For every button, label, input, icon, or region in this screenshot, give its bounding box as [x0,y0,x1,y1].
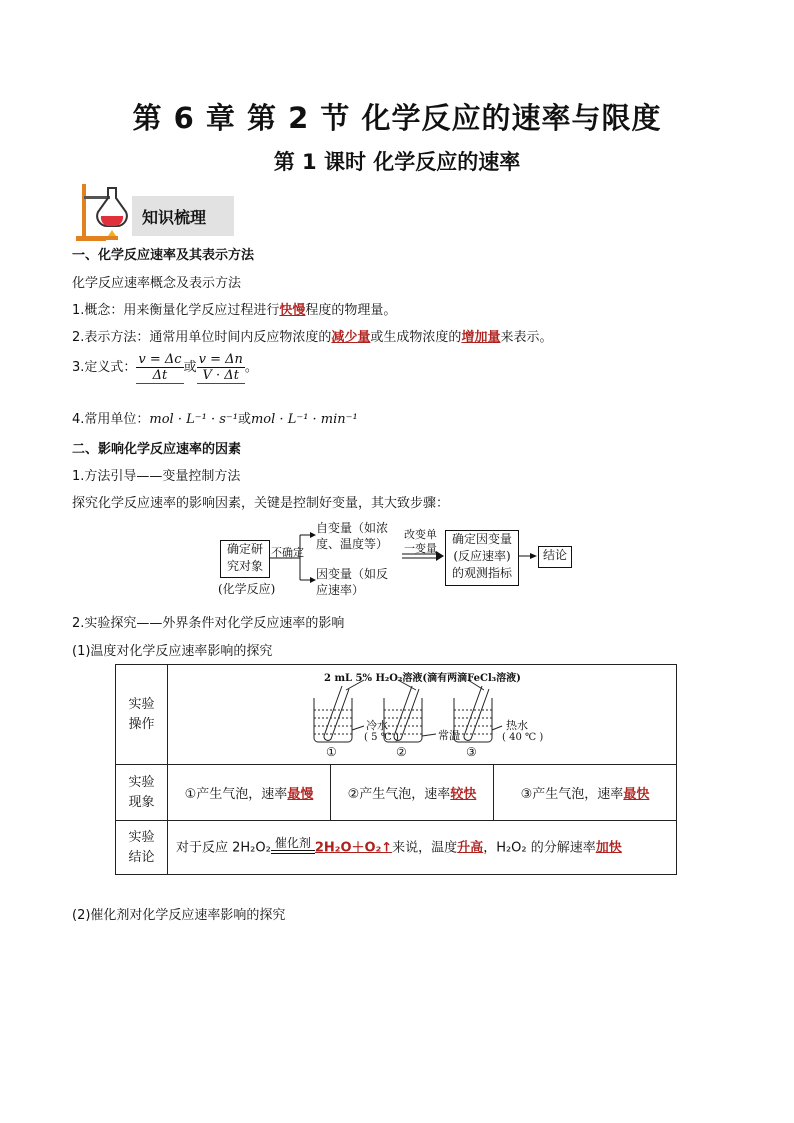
operation-head: 实验 操作 [116,665,168,765]
table-row [116,765,677,821]
unit-label: 4.常用单位： [72,412,150,427]
definition-or: 或 [183,360,197,375]
conclusion-head: 实验 结论 [116,821,168,875]
beaker-2-label: ② [396,745,407,759]
apparatus-top-label: 2 mL 5% H₂O₂溶液(滴有两滴FeCl₃溶液) [324,673,521,684]
conclusion-text: 对于反应 2H₂O₂ 催化剂 2H₂O＋O₂↑来说，温度升高，H₂O₂ 的分解速率加快 [176,835,622,855]
concept-text: 1.概念：用来衡量化学反应过程进行 [72,303,280,318]
flow-independent-variable: 自变量（如浓 度、温度等） [316,521,389,551]
catalyst-heading: (2)催化剂对化学反应速率影响的探究 [72,908,286,923]
beaker-1-label: ① [326,745,337,759]
definition-label: 3.定义式： [72,360,137,375]
method-answer-2: 增加量 [461,330,501,345]
cold-water-label: 冷水 [366,719,388,732]
concept-answer: 快慢 [279,303,306,318]
apparatus-cell [168,665,677,765]
method-answer-1: 减少量 [331,330,371,345]
unit-1: mol · L⁻¹ · s⁻¹ [149,412,238,427]
formula-1: $\frac{v = \Delta c}{\Delta t}$ [138,352,182,383]
unit-or: 或 [237,412,251,427]
experiment-table [115,664,677,875]
flow-arrow-1-label: 不确定 [271,546,304,559]
flow-box-conclusion: 结论 [538,546,572,568]
flow-arrow-2-label: 改变单 一变量 [404,528,437,555]
table-row [116,821,677,875]
flow-dependent-variable: 因变量（如反 应速率） [316,567,389,597]
unit-2: mol · L⁻¹ · min⁻¹ [250,412,358,427]
definition-end: 。 [244,360,258,375]
page-title: 第 6 章 第 2 节 化学反应的速率与限度 [132,101,662,135]
observation-3: ③产生气泡，速率 最快 [494,765,677,821]
method-guide: 1.方法引导——变量控制方法 [72,469,241,484]
observation-1: ①产生气泡，速率 最慢 [168,765,331,821]
observation-head: 实验 现象 [116,765,168,821]
formula-2: $\frac{v = \Delta n}{V \cdot \Delta t}$ [198,352,243,383]
beaker-3-label: ③ [466,745,477,759]
cold-water-temp: ( 5 ℃ ) [364,732,399,743]
lesson-subtitle: 第 1 课时 化学反应的速率 [273,150,521,174]
section-1-intro: 化学反应速率概念及表示方法 [72,276,242,291]
conclusion-cell [168,821,677,875]
experiment-heading: 2.实验探究——外界条件对化学反应速率的影响 [72,616,345,631]
flow-box-object-note: (化学反应) [218,582,276,596]
temperature-heading: (1)温度对化学反应速率影响的探究 [72,644,273,659]
section-1-heading: 一、化学反应速率及其表示方法 [72,248,255,263]
flow-box-indicator: 确定因变量 (反应速率) 的观测指标 [445,530,519,586]
catalyst-label: 催化剂 [274,835,311,850]
method-text-end: 来表示。 [500,330,553,345]
room-temp-label: 常温 [438,729,460,742]
hot-water-temp: ( 40 ℃ ) [502,732,544,743]
section-banner: 知识梳理 [132,196,234,236]
method-guide-desc: 探究化学反应速率的影响因素，关键是控制好变量，其大致步骤： [72,496,450,511]
method-text: 2.表示方法：通常用单位时间内反应物浓度的 [72,330,332,345]
hot-water-label: 热水 [506,719,528,732]
observation-2: ②产生气泡，速率 较快 [331,765,494,821]
table-row [116,665,677,765]
flow-box-object: 确定研 究对象 [220,540,270,578]
section-2-heading: 二、影响化学反应速率的因素 [72,442,242,457]
concept-text-end: 程度的物理量。 [305,303,397,318]
method-text-mid: 或生成物浓度的 [370,330,462,345]
